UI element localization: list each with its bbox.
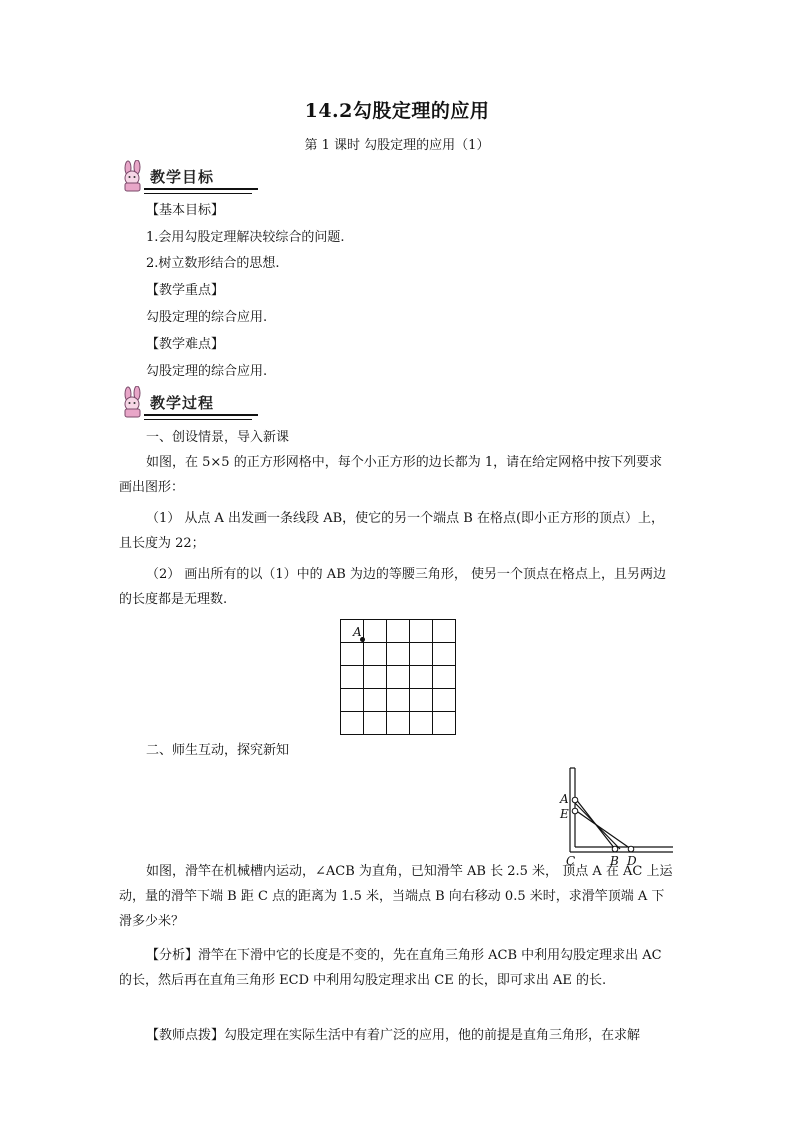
teacher-tip-text: 【教师点拨】勾股定理在实际生活中有着广泛的应用，他的前提是直角三角形，在求解	[146, 1028, 641, 1043]
divider	[144, 419, 252, 420]
fig-label-d: D	[627, 854, 637, 868]
divider	[144, 193, 252, 194]
fig-label-c: C	[566, 854, 576, 868]
basic-goal-1: 1.会用勾股定理解决较综合的问题.	[146, 230, 345, 245]
key-point-heading: 【教学重点】	[146, 283, 225, 298]
part1-heading: 一、创设情景，导入新课	[146, 430, 290, 445]
part1-question-1: （1） 从点 A 出发画一条线段 AB，使它的另一个端点 B 在格点(即小正方形的顶点）上，且长度为 22；	[119, 511, 665, 551]
fig-label-a: A	[560, 792, 569, 806]
difficulty-text: 勾股定理的综合应用.	[146, 364, 268, 379]
divider	[144, 414, 258, 416]
divider	[144, 188, 258, 190]
section-banner-objectives	[118, 160, 258, 194]
analysis-text: 【分析】滑竿在下滑中它的长度是不变的，先在直角三角形 ACB 中利用勾股定理求出 AC 的长，然后再在直角三角形 ECD 中利用勾股定理求出 CE 的长，即可求出 AE 的长.	[119, 948, 662, 988]
page-title: 14.2勾股定理的应用	[304, 100, 490, 122]
section-label: 教学过程	[150, 394, 215, 412]
page-subtitle: 第 1 课时 勾股定理的应用（1）	[304, 138, 490, 153]
basic-goal-heading: 【基本目标】	[146, 203, 225, 218]
square-grid-figure	[340, 619, 456, 735]
part2-heading: 二、师生互动，探究新知	[146, 743, 290, 758]
difficulty-heading: 【教学难点】	[146, 337, 225, 352]
key-point-text: 勾股定理的综合应用.	[146, 310, 268, 325]
part2-problem: 如图，滑竿在机械槽内运动，∠ACB 为直角，已知滑竿 AB 长 2.5 米， 顶点 A 在 AC 上运动，量的滑竿下端 B 距 C 点的距离为 1.5 米，当端点 B 向右移动 0.5 米时，求滑竿顶端 A 下滑多少米？	[119, 864, 673, 929]
point-a-label: A	[353, 625, 362, 639]
part1-question-2: （2） 画出所有的以（1）中的 AB 为边的等腰三角形， 使另一个顶点在格点上，且另两边的长度都是无理数.	[119, 567, 667, 607]
fig-label-b: B	[610, 854, 619, 868]
section-banner-process	[118, 386, 258, 420]
section-label: 教学目标	[150, 168, 215, 186]
fig-label-e: E	[560, 807, 569, 821]
basic-goal-2: 2.树立数形结合的思想.	[146, 256, 280, 271]
part1-intro: 如图，在 5×5 的正方形网格中，每个小正方形的边长都为 1，请在给定网格中按下列要求画出图形：	[119, 455, 663, 495]
